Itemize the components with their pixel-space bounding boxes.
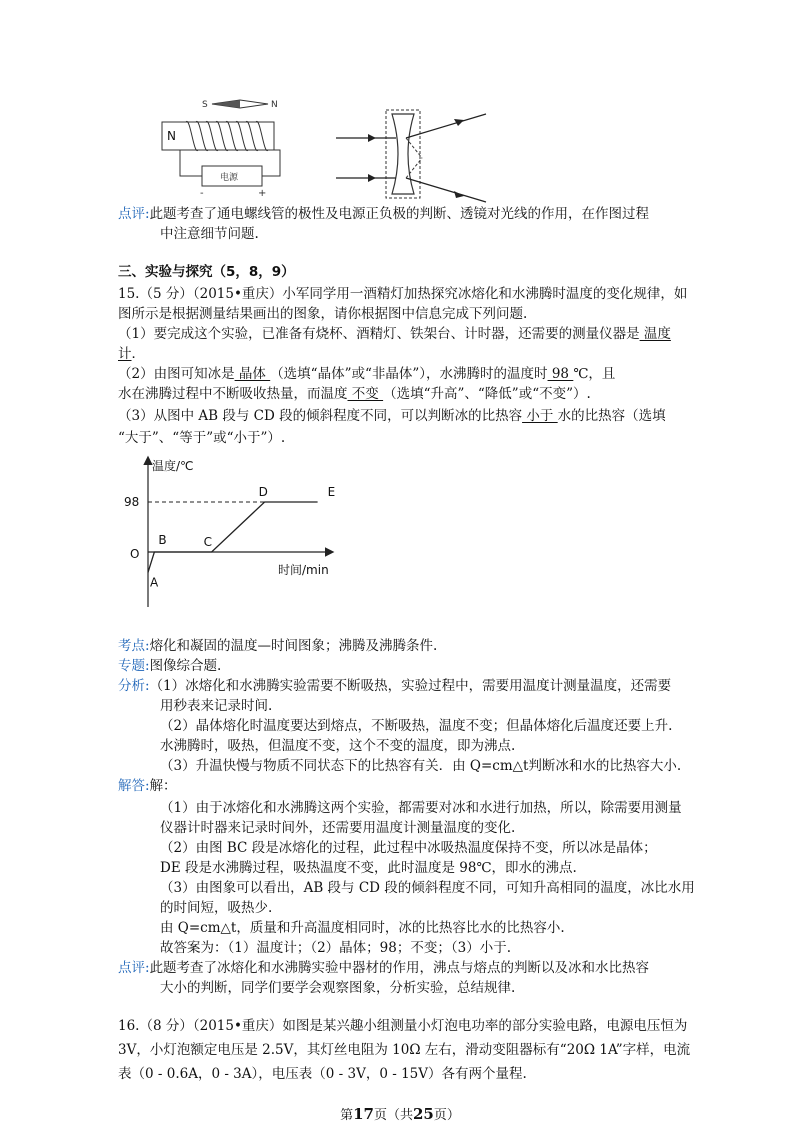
y-axis-label: 温度/℃ — [152, 459, 194, 473]
page-total: 25 — [413, 1105, 434, 1123]
q15-part3: （3）从图中 AB 段与 CD 段的倾斜程度不同，可以判断冰的比热容 小于 水的比热容（选填 — [118, 408, 666, 424]
q15-line2: 图所示是根据测量结果画出的图象，请你根据图中信息完成下列问题. — [118, 306, 528, 322]
jieda-line-4: （3）由图象可以看出，AB 段与 CD 段的倾斜程度不同，可知升高相同的温度，冰比水用 — [160, 880, 695, 896]
jieda-line-6: 由 Q=cm△t，质量和升高温度相同时，冰的比热容比水的比热容小. — [160, 920, 565, 936]
q15-answer2: 晶体 — [234, 366, 271, 382]
point-label-d: D — [258, 485, 268, 499]
q16-line2: 3V，小灯泡额定电压是 2.5V，其灯丝电阻为 10Ω 左右，滑动变阻器标有“20Ω 1A”字样，电流 — [118, 1042, 691, 1058]
x-axis-label: 时间/min — [278, 563, 329, 577]
comment1-line1: 点评:此题考查了通电螺线管的极性及电源正负极的判断、透镜对光线的作用，在作图过程 — [118, 206, 650, 222]
point-label-b: B — [158, 533, 167, 547]
y-tick-98: 98 — [124, 495, 140, 509]
origin-label: O — [130, 547, 140, 561]
jieda-line-0: （1）由于冰熔化和水沸腾这两个实验，都需要对冰和水进行加热，所以，除需要用测量 — [160, 800, 682, 816]
dianping-line-0: 点评:此题考查了冰熔化和水沸腾实验中器材的作用，沸点与熔点的判断以及冰和水比热容 — [118, 960, 650, 976]
q16-line1: 16.（8 分）（2015•重庆）如图是某兴趣小组测量小灯泡电功率的部分实验电路，电源电压恒为 — [118, 1018, 688, 1034]
fenxi-line-2: （2）晶体熔化时温度要达到熔点，不断吸热，温度不变；但晶体熔化后温度还要上升. — [160, 718, 673, 734]
jieda-line-5: 的时间短，吸热少. — [160, 900, 273, 916]
comment1-label: 点评: — [118, 206, 150, 222]
q15-answer1b: 计 — [118, 346, 132, 362]
kaodian-line: 考点:熔化和凝固的温度—时间图象；沸腾及沸腾条件. — [118, 638, 438, 654]
jieda-line-7: 故答案为：（1）温度计；（2）晶体；98；不变；（3）小于. — [160, 940, 511, 956]
q15-part3-cont: “大于”、“等于”或“小于”）. — [118, 430, 286, 446]
dianping-line-1: 大小的判断，同学们要学会观察图象，分析实验，总结规律. — [160, 980, 516, 996]
point-label-a: A — [150, 575, 159, 590]
q15-answer4: 不变 — [347, 386, 384, 402]
needle-label-n: N — [271, 100, 278, 110]
solenoid-n-label: N — [167, 129, 176, 143]
needle-label-s: S — [202, 100, 208, 110]
jieda-line-head: 解答:解： — [118, 778, 177, 794]
section-title: 三、实验与探究（5，8，9） — [118, 264, 295, 280]
zhuanti-line: 专题:图像综合题. — [118, 658, 222, 674]
q15-part1-cont: 计． — [118, 346, 145, 362]
q15-answer5: 小于 — [522, 408, 558, 424]
q15-part1: （1）要完成这个实验，已准备有烧杯、酒精灯、铁架台、计时器，还需要的测量仪器是 温度 — [118, 326, 671, 342]
lens-figure — [336, 104, 506, 204]
q15-part2-cont: 水在沸腾过程中不断吸收热量，而温度 不变 （选填“升高”、“降低”或“不变”）. — [118, 386, 591, 402]
comment1-line2: 中注意细节问题. — [160, 226, 259, 242]
temperature-time-chart — [118, 452, 348, 617]
point-label-e: E — [327, 485, 336, 499]
power-label: 电源 — [220, 173, 239, 183]
power-plus: + — [258, 188, 267, 199]
jieda-line-2: （2）由图 BC 段是冰熔化的过程，此过程中冰吸热温度保持不变，所以冰是晶体； — [160, 840, 657, 856]
q15-part2: （2）由图可知冰是 晶体 （选填“晶体”或“非晶体”），水沸腾时的温度时 98 ℃，且 — [118, 366, 616, 382]
q15-answer3: 98 — [547, 366, 574, 382]
page-footer: 第17页（共25页） — [340, 1105, 460, 1123]
fenxi-line-1: 用秒表来记录时间. — [160, 698, 273, 714]
fenxi-line-0: 分析:（1）冰熔化和水沸腾实验需要不断吸热，实验过程中，需要用温度计测量温度，还需要 — [118, 678, 672, 694]
point-label-c: C — [203, 535, 212, 549]
fenxi-line-4: （3）升温快慢与物质不同状态下的比热容有关．由 Q=cm△t判断冰和水的比热容大小. — [160, 758, 682, 774]
jieda-line-1: 仪器计时器来记录时间外，还需要用温度计测量温度的变化. — [160, 820, 516, 836]
q16-line3: 表（0 - 0.6A，0 - 3A），电压表（0 - 3V，0 - 15V）各有两个量程. — [118, 1066, 527, 1082]
solenoid-figure — [150, 94, 300, 204]
fenxi-line-3: 水沸腾时，吸热，但温度不变，这个不变的温度，即为沸点. — [160, 738, 516, 754]
q15-answer1a: 温度 — [639, 326, 671, 342]
jieda-line-3: DE 段是水沸腾过程，吸热温度不变，此时温度是 98℃，即水的沸点. — [160, 860, 577, 876]
page-number: 17 — [353, 1105, 374, 1123]
temperature-curve — [148, 502, 318, 572]
q15-line1: 15.（5 分）（2015•重庆）小军同学用一酒精灯加热探究冰熔化和水沸腾时温度的变化规律，如 — [118, 286, 688, 302]
power-minus: - — [200, 188, 204, 199]
